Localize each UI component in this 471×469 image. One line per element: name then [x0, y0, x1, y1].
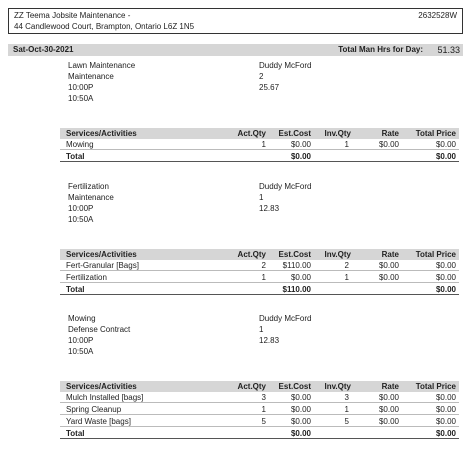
service-name: Fert-Granular [Bags] [66, 261, 139, 270]
total-est-cost: $110.00 [282, 285, 311, 294]
total-row [60, 284, 459, 295]
act-qty: 3 [261, 393, 266, 402]
cost-code-value: Maintenance [68, 193, 114, 202]
service-name: Fertilization [66, 273, 107, 282]
cost-code-value: Defense Contract [68, 325, 131, 334]
report-date: Sat-Oct-30-2021 [13, 45, 74, 54]
task-name-value: Fertilization [68, 182, 109, 191]
inv-qty: 5 [344, 417, 349, 426]
est-cost: $0.00 [290, 393, 311, 402]
end-time-value: 10:50A [68, 347, 94, 356]
table-row [60, 416, 459, 427]
end-time-value: 10:50A [68, 215, 94, 224]
est-cost: $0.00 [290, 140, 311, 149]
rate: $0.00 [378, 405, 399, 414]
col-inv-qty: Inv.Qty [324, 382, 351, 391]
task-name-value: Lawn Maintenance [68, 61, 136, 70]
total-price: $0.00 [435, 273, 456, 282]
col-est-cost: Est.Cost [278, 250, 311, 259]
inv-qty: 3 [344, 393, 349, 402]
rate: $0.00 [378, 273, 399, 282]
report-header [8, 8, 463, 34]
task-name-value: Mowing [68, 314, 96, 323]
total-man-hours-label: Total Man Hrs for Day: [338, 45, 423, 54]
col-act-qty: Act.Qty [237, 129, 266, 138]
col-total-price: Total Price [415, 250, 456, 259]
act-qty: 2 [261, 261, 266, 270]
foreman-value: Duddy McFord [259, 182, 312, 191]
service-name: Spring Cleanup [66, 405, 122, 414]
total-est-cost: $0.00 [290, 429, 311, 438]
total-price-sum: $0.00 [435, 285, 456, 294]
start-time-value: 10:00P [68, 83, 94, 92]
total-label: Total [66, 285, 85, 294]
service-name: Mulch Installed [bags] [66, 393, 144, 402]
inv-qty: 2 [344, 261, 349, 270]
rate: $0.00 [378, 393, 399, 402]
cost-code-value: Maintenance [68, 72, 114, 81]
rate: $0.00 [378, 417, 399, 426]
col-total-price: Total Price [415, 382, 456, 391]
total-price: $0.00 [435, 405, 456, 414]
rate: $0.00 [378, 140, 399, 149]
services-table-header [60, 381, 459, 392]
total-label: Total [66, 429, 85, 438]
total-row [60, 428, 459, 439]
company-name: ZZ Teema Jobsite Maintenance - [14, 11, 131, 20]
col-service: Services/Activities [66, 382, 137, 391]
col-inv-qty: Inv.Qty [324, 129, 351, 138]
col-act-qty: Act.Qty [237, 250, 266, 259]
rate: $0.00 [378, 261, 399, 270]
total-label: Total [66, 152, 85, 161]
staff-value: 1 [259, 325, 264, 334]
staff-value: 2 [259, 72, 264, 81]
col-service: Services/Activities [66, 129, 137, 138]
col-rate: Rate [381, 382, 399, 391]
inv-qty: 1 [344, 405, 349, 414]
job-code: 2632528W [418, 11, 457, 20]
foreman-value: Duddy McFord [259, 61, 312, 70]
service-name: Yard Waste [bags] [66, 417, 131, 426]
table-row [60, 272, 459, 283]
table-row [60, 392, 459, 403]
est-cost: $0.00 [290, 405, 311, 414]
services-table-header [60, 128, 459, 139]
col-rate: Rate [381, 250, 399, 259]
est-cost: $0.00 [290, 273, 311, 282]
total-price-sum: $0.00 [435, 152, 456, 161]
start-time-value: 10:00P [68, 204, 94, 213]
table-row [60, 260, 459, 271]
col-inv-qty: Inv.Qty [324, 250, 351, 259]
total-man-hours-value: 51.33 [437, 45, 460, 55]
col-act-qty: Act.Qty [237, 382, 266, 391]
total-row [60, 151, 459, 162]
table-row [60, 404, 459, 415]
inv-qty: 1 [344, 273, 349, 282]
total-price: $0.00 [435, 417, 456, 426]
company-address: 44 Candlewood Court, Brampton, Ontario L6Z 1N5 [14, 22, 195, 31]
services-table-header [60, 249, 459, 260]
act-qty: 1 [261, 273, 266, 282]
end-time-value: 10:50A [68, 94, 94, 103]
total-est-cost: $0.00 [290, 152, 311, 161]
act-qty: 5 [261, 417, 266, 426]
inv-qty: 1 [344, 140, 349, 149]
act-qty: 1 [261, 140, 266, 149]
man-hours-value: 12.83 [259, 336, 280, 345]
col-rate: Rate [381, 129, 399, 138]
service-name: Mowing [66, 140, 94, 149]
foreman-value: Duddy McFord [259, 314, 312, 323]
man-hours-value: 25.67 [259, 83, 280, 92]
date-bar [8, 44, 463, 56]
total-price: $0.00 [435, 261, 456, 270]
est-cost: $110.00 [282, 261, 311, 270]
total-price-sum: $0.00 [435, 429, 456, 438]
act-qty: 1 [261, 405, 266, 414]
man-hours-value: 12.83 [259, 204, 280, 213]
total-price: $0.00 [435, 140, 456, 149]
est-cost: $0.00 [290, 417, 311, 426]
staff-value: 1 [259, 193, 264, 202]
col-service: Services/Activities [66, 250, 137, 259]
col-est-cost: Est.Cost [278, 382, 311, 391]
col-total-price: Total Price [415, 129, 456, 138]
col-est-cost: Est.Cost [278, 129, 311, 138]
total-price: $0.00 [435, 393, 456, 402]
table-row [60, 139, 459, 150]
start-time-value: 10:00P [68, 336, 94, 345]
